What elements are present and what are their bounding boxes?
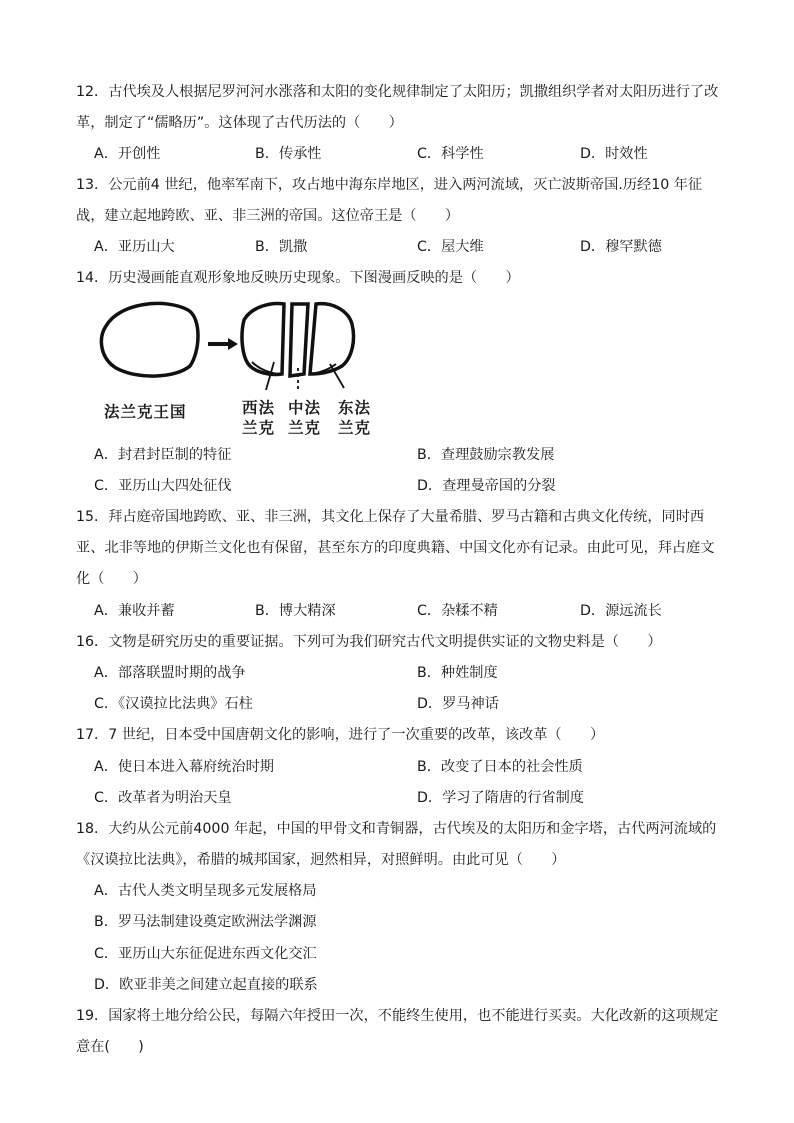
q15-option-c[interactable]: C．杂糅不精: [417, 603, 498, 619]
q17-option-d[interactable]: D．学习了隋唐的行省制度: [417, 790, 584, 806]
q17-option-b[interactable]: B．改变了日本的社会性质: [417, 759, 583, 775]
middle-francia-label-line1: 中法: [288, 398, 322, 417]
q16-option-c[interactable]: C．《汉谟拉比法典》石柱: [94, 696, 253, 712]
q12-option-c[interactable]: C．科学性: [417, 146, 484, 162]
q19-stem-line1: 19．国家将土地分给公民，每隔六年授田一次，不能终生使用，也不能进行买卖。大化改新的这项规定: [76, 1008, 719, 1024]
q12-stem-line1: 12．古代埃及人根据尼罗河河水涨落和太阳的变化规律制定了太阳历；凯撒组织学者对太阳历进行了改: [76, 84, 719, 100]
q16-option-d[interactable]: D．罗马神话: [417, 696, 499, 712]
frankish-division-cartoon: [96, 296, 396, 442]
q14-option-d[interactable]: D．查理曼帝国的分裂: [417, 478, 556, 494]
q14-stem-line1: 14．历史漫画能直观形象地反映历史现象。下图漫画反映的是（ ）: [76, 270, 520, 286]
q12-option-b[interactable]: B．传承性: [255, 146, 322, 162]
q17-option-a[interactable]: A．使日本进入幕府统治时期: [94, 759, 274, 775]
frankish-kingdom-label: 法兰克王国: [104, 402, 187, 421]
q18-option-c[interactable]: C．亚历山大东征促进东西文化交汇: [94, 946, 317, 962]
q16-option-b[interactable]: B．种姓制度: [417, 665, 498, 681]
q18-option-d[interactable]: D．欧亚非美之间建立起直接的联系: [94, 977, 318, 993]
q13-option-a[interactable]: A．亚历山大: [94, 239, 175, 255]
q13-option-c[interactable]: C．屋大维: [417, 239, 484, 255]
q15-stem-line1: 15．拜占庭帝国地跨欧、亚、非三洲，其文化上保存了大量希腊、罗马古籍和古典文化传统，同时西: [76, 509, 705, 525]
q13-stem-line2: 战，建立起地跨欧、亚、非三洲的帝国。这位帝王是（ ）: [76, 208, 460, 224]
q14-option-c[interactable]: C．亚历山大四处征伐: [94, 478, 232, 494]
west-piece-shape: [242, 304, 284, 375]
q15-option-b[interactable]: B．博大精深: [255, 603, 336, 619]
east-piece-shape: [310, 304, 354, 374]
q13-option-d[interactable]: D．穆罕默德: [580, 239, 662, 255]
q16-stem-line1: 16．文物是研究历史的重要证据。下列可为我们研究古代文明提供实证的文物史料是（ ）: [76, 634, 662, 650]
q18-option-b[interactable]: B．罗马法制建设奠定欧洲法学渊源: [94, 914, 317, 930]
arrow-head-icon: [228, 338, 238, 350]
q14-option-b[interactable]: B．查理鼓励宗教发展: [417, 447, 555, 463]
west-francia-label-line1: 西法: [242, 398, 276, 417]
middle-piece-shape: [290, 304, 308, 376]
q18-stem-line1: 18．大约从公元前4000 年起，中国的甲骨文和青铜器，古代埃及的太阳历和金字塔，古代两河流域的: [76, 821, 717, 837]
q15-stem-line3: 化（ ）: [76, 571, 147, 587]
q14-option-a[interactable]: A．封君封臣制的特征: [94, 447, 232, 463]
q18-option-a[interactable]: A．古代人类文明呈现多元发展格局: [94, 883, 317, 899]
east-francia-label-line2: 兰克: [338, 418, 372, 437]
q15-option-d[interactable]: D．源远流长: [580, 603, 662, 619]
q12-stem-line2: 革，制定了“儒略历”。这体现了古代历法的（ ）: [76, 115, 403, 131]
q18-stem-line2: 《汉谟拉比法典》，希腊的城邦国家，迥然相异，对照鲜明。由此可见（ ）: [76, 852, 566, 868]
q17-option-c[interactable]: C．改革者为明治天皇: [94, 790, 232, 806]
whole-kingdom-shape: [101, 303, 198, 376]
q13-stem-line1: 13．公元前4 世纪，他率军南下，攻占地中海东岸地区，进入两河流域，灭亡波斯帝国.历经10 年征: [76, 177, 703, 193]
q15-option-a[interactable]: A．兼收并蓄: [94, 603, 175, 619]
west-francia-label-line2: 兰克: [242, 418, 276, 437]
middle-francia-label-line2: 兰克: [288, 418, 322, 437]
q12-option-d[interactable]: D．时效性: [580, 146, 648, 162]
q15-stem-line2: 亚、北非等地的伊斯兰文化也有保留，甚至东方的印度典籍、中国文化亦有记录。由此可见，拜占庭文: [76, 540, 715, 556]
q16-option-a[interactable]: A．部落联盟时期的战争: [94, 665, 246, 681]
q13-option-b[interactable]: B．凯撒: [255, 239, 308, 255]
q19-stem-line2: 意在( ): [76, 1039, 144, 1055]
q12-option-a[interactable]: A．开创性: [94, 146, 161, 162]
east-francia-label-line1: 东法: [338, 398, 372, 417]
q17-stem-line1: 17．7 世纪，日本受中国唐朝文化的影响，进行了一次重要的改革，该改革（ ）: [76, 727, 605, 743]
